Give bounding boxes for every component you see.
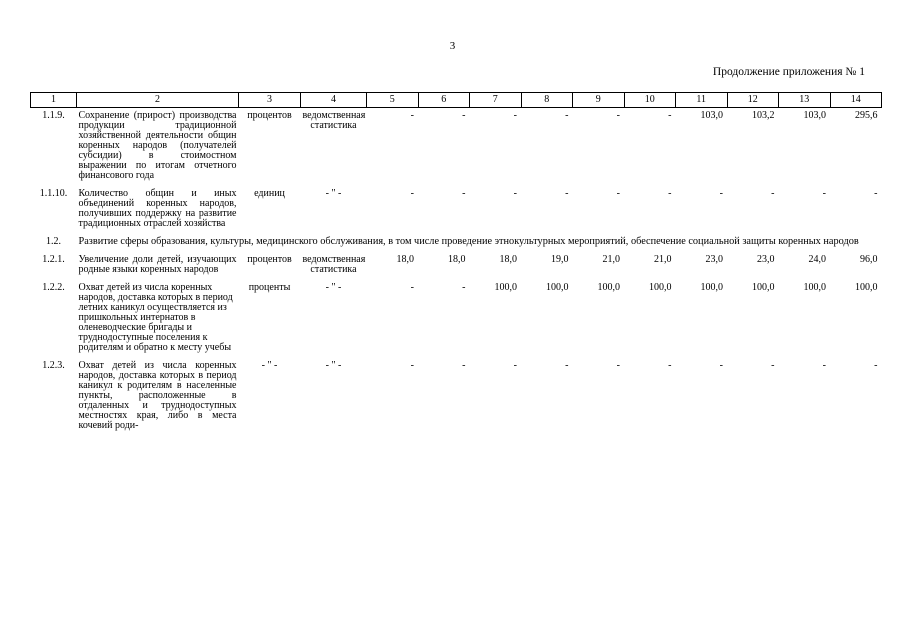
unit-text: процентов xyxy=(247,254,292,266)
value-cell: - xyxy=(719,188,723,199)
value-cell: - xyxy=(719,360,723,372)
source-text: - " - xyxy=(325,360,342,372)
value-cell: - xyxy=(874,360,878,372)
value-cell: - xyxy=(668,188,672,199)
value-cell: - xyxy=(462,282,466,294)
source-text: - " - xyxy=(325,188,342,199)
table-row xyxy=(31,247,882,275)
unit-text: - " - xyxy=(261,360,278,372)
table-row xyxy=(31,108,882,182)
unit-text: проценты xyxy=(248,282,291,294)
column-number-header: 4 xyxy=(301,93,367,108)
section-row xyxy=(31,229,882,247)
table-row xyxy=(31,181,882,229)
page-number: 3 xyxy=(449,40,456,52)
value-cell: 100,0 xyxy=(494,282,517,294)
value-cell: - xyxy=(874,188,878,199)
value-cell: - xyxy=(410,110,414,121)
value-cell: - xyxy=(565,110,569,121)
value-cell: - xyxy=(513,360,517,372)
value-cell: 103,0 xyxy=(803,110,826,121)
unit-text: единиц xyxy=(254,188,285,199)
row-number: 1.1.9. xyxy=(42,110,65,121)
value-cell: - xyxy=(410,360,414,372)
value-cell: - xyxy=(616,360,620,372)
value-cell: 19,0 xyxy=(551,254,569,266)
continuation-label: Продолжение приложения № 1 xyxy=(712,66,865,78)
column-number-header: 14 xyxy=(830,93,882,108)
row-number: 1.2. xyxy=(46,236,61,247)
column-number-row xyxy=(31,93,882,108)
value-cell: 18,0 xyxy=(396,254,414,266)
value-cell: 96,0 xyxy=(860,254,878,266)
value-cell: 103,0 xyxy=(700,110,723,121)
value-cell: 100,0 xyxy=(546,282,569,294)
value-cell: 21,0 xyxy=(602,254,620,266)
value-cell: - xyxy=(462,188,466,199)
row-number: 1.1.10. xyxy=(39,188,68,199)
value-cell: 100,0 xyxy=(700,282,723,294)
value-cell: - xyxy=(462,110,466,121)
source-text: ведомственная статистика xyxy=(302,110,366,131)
column-number-header: 8 xyxy=(521,93,573,108)
value-cell: - xyxy=(410,188,414,199)
value-cell: - xyxy=(410,282,414,294)
value-cell: - xyxy=(616,188,620,199)
indicator-text: Охват детей из числа коренных народов, доставка которых в период летних каникул осуществляется из пришкольных интернатов в оленеводческие бригады и труднодоступные поселения к родителям и обратно к месту учебы xyxy=(78,282,233,354)
row-number: 1.2.1. xyxy=(42,254,65,266)
value-cell: - xyxy=(462,360,466,372)
indicators-table xyxy=(30,92,882,431)
column-number-header: 6 xyxy=(418,93,470,108)
column-number-header: 11 xyxy=(676,93,728,108)
value-cell: 21,0 xyxy=(654,254,672,266)
value-cell: 100,0 xyxy=(649,282,672,294)
source-text: ведомственная статистика xyxy=(302,254,366,276)
value-cell: - xyxy=(565,360,569,372)
value-cell: 103,2 xyxy=(752,110,775,121)
value-cell: - xyxy=(565,188,569,199)
column-number-header: 1 xyxy=(31,93,77,108)
table-row xyxy=(31,353,882,431)
value-cell: - xyxy=(668,110,672,121)
column-number-header: 13 xyxy=(779,93,831,108)
value-cell: - xyxy=(771,360,775,372)
value-cell: - xyxy=(771,188,775,199)
value-cell: 100,0 xyxy=(597,282,620,294)
indicator-text: Увеличение доли детей, изучающих родные языки коренных народов xyxy=(78,254,237,276)
value-cell: - xyxy=(513,188,517,199)
column-number-header: 9 xyxy=(573,93,625,108)
value-cell: 295,6 xyxy=(855,110,878,121)
value-cell: 18,0 xyxy=(448,254,466,266)
row-number: 1.2.2. xyxy=(42,282,65,294)
value-cell: - xyxy=(668,360,672,372)
column-number-header: 3 xyxy=(239,93,301,108)
value-cell: - xyxy=(822,360,826,372)
unit-text: процентов xyxy=(247,110,292,121)
value-cell: - xyxy=(822,188,826,199)
source-text: - " - xyxy=(325,282,342,294)
section-title: Развитие сферы образования, культуры, медицинского обслуживания, в том числе проведение этнокультурных мероприятий, обеспечение социальной защиты коренных народов xyxy=(78,236,859,247)
column-number-header: 12 xyxy=(727,93,779,108)
table-row xyxy=(31,275,882,353)
value-cell: 23,0 xyxy=(705,254,723,266)
value-cell: 18,0 xyxy=(499,254,517,266)
indicator-text: Количество общин и иных объединений коренных народов, получивших поддержку на развитие традиционных отраслей хозяйства xyxy=(78,188,237,229)
column-number-header: 5 xyxy=(367,93,419,108)
column-number-header: 2 xyxy=(77,93,239,108)
value-cell: 100,0 xyxy=(752,282,775,294)
value-cell: 24,0 xyxy=(808,254,826,266)
indicator-text: Сохранение (прирост) производства продукции традиционной хозяйственной деятельности общин коренных народов (получателей субсидии) в стоимостном выражении по итогам отчетного финансового года xyxy=(78,110,237,181)
value-cell: - xyxy=(616,110,620,121)
indicator-text: Охват детей из числа коренных народов, доставка которых в период каникул к родителям в населенные пункты, расположенные в отдаленных и труднодоступных местностях края, либо в места кочевий роди- xyxy=(78,360,237,432)
column-number-header: 10 xyxy=(624,93,676,108)
row-number: 1.2.3. xyxy=(42,360,65,372)
value-cell: 23,0 xyxy=(757,254,775,266)
value-cell: - xyxy=(513,110,517,121)
value-cell: 100,0 xyxy=(855,282,878,294)
column-number-header: 7 xyxy=(470,93,522,108)
value-cell: 100,0 xyxy=(803,282,826,294)
